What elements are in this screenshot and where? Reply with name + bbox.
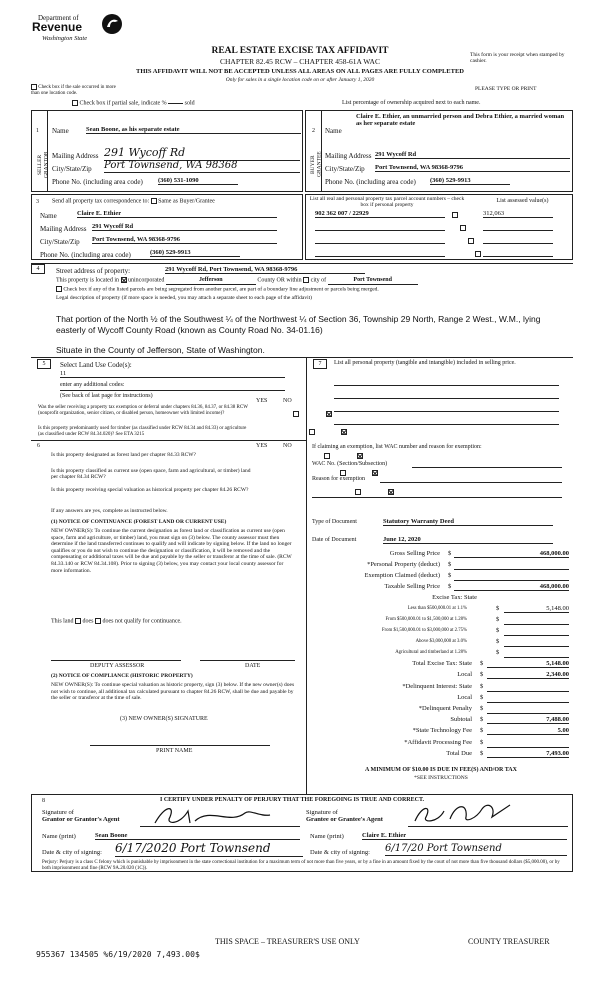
street-label: Street address of property: — [56, 267, 131, 275]
section-5-num: 5 — [37, 359, 51, 369]
corr-name-label: Name — [40, 212, 57, 220]
gross-value: 468,000.00 — [454, 550, 569, 558]
buyer-mailing: 291 Wycoff Rd — [375, 151, 570, 159]
additional-codes-label: enter any additional codes: — [60, 382, 125, 388]
section-7-num: 7 — [313, 359, 327, 369]
minimum-due-note: A MINIMUM OF $10.00 IS DUE IN FEE(S) AND/OR TAX — [365, 767, 517, 773]
form-chapters: CHAPTER 82.45 RCW – CHAPTER 458-61A WAC — [220, 57, 380, 66]
section-4-num: 4 — [31, 264, 45, 274]
situate-text: Situate in the County of Jefferson, State of Washington. — [56, 345, 265, 355]
corr-label: Send all property tax correspondence to: Same as Buyer/Grantee — [52, 198, 215, 205]
recording-stamp: 955367 134505 %6/19/2020 7,493.00$ — [36, 950, 200, 959]
parcel-number: 902 362 007 / 22929 — [315, 210, 445, 218]
treasurer-use-label: THIS SPACE – TREASURER'S USE ONLY — [215, 937, 360, 946]
buyer-mailing-label: Mailing Address — [325, 152, 372, 160]
agency-line3: Washington State — [42, 35, 88, 42]
section-8-num: 8 — [42, 798, 45, 804]
land-use-label: Select Land Use Code(s): — [60, 361, 132, 369]
sec6-q1: Is this property designated as forest land per chapter 84.33 RCW? — [51, 452, 196, 458]
seller-phone-label: Phone No. (including area code) — [52, 178, 143, 186]
partial-sale-row — [72, 100, 195, 107]
grantor-name-label: Name (print) — [42, 833, 76, 840]
grantor-date-city: 6/17/2020 Port Townsend — [115, 842, 303, 857]
parcels-header: List all real and personal property tax parcel account numbers – check box if personal property — [309, 196, 465, 209]
total-due-value: 7,493.00 — [487, 750, 569, 758]
total-due-label: Total Due — [446, 750, 472, 757]
notice1-body: NEW OWNER(S): To continue the current designation as forest land or classification as current use (open space, farm and agriculture, or timber) land, you must sign on (3) below. The county assessor must then determine if the land transferred continues to qualify and will indicate by signing below. If the land no longer qualifies or you do not wish to continue the designation or classification, it will be removed and the compensating or additional taxes will be due and payable by the seller or transferor at the time of sale. (RCW 84.33.140 or RCW 84.34.108). Prior to signing (3) below, you may contact your local county assessor for more information. — [51, 528, 292, 574]
legal-description: That portion of the North ½ of the Southwest ¼ of the Northwest ¼ of Section 36, Township 29 North, Range 2 West., W.M., lying easterly of Wycoff County Road (known as County Road No. 34-01.16) — [56, 314, 541, 336]
corr-phone: (360) 529-9913 — [150, 249, 240, 257]
sec6-yes-header: YES — [256, 443, 268, 449]
corr-num: 3 — [36, 199, 39, 205]
tier3-label: From $1,500,000.01 to $3,000,000 at 2.75% — [381, 628, 467, 633]
doc-type-label: Type of Document — [312, 519, 357, 525]
doc-date-label: Date of Document — [312, 537, 357, 543]
corr-city-label: City/State/Zip — [40, 238, 80, 246]
agency-line1: Department of — [38, 14, 79, 22]
seller-phone: (360) 531-1090 — [158, 177, 238, 185]
parcel-personal-checkbox-4[interactable] — [475, 251, 481, 257]
see-back-label: (See back of last page for instructions) — [60, 393, 153, 399]
parcel-value: 312,063 — [483, 210, 553, 218]
tier1-value: 5,148.00 — [504, 605, 569, 613]
seller-name: Sean Boone, as his separate estate — [86, 126, 301, 134]
sec6-q3-no[interactable] — [388, 489, 394, 495]
affidavit-fee-label: *Affidavit Processing Fee — [404, 739, 472, 746]
sec5-q1: Was the seller receiving a property tax exemption or deferral under chapters 84.36, 84.37, or 84.38 RCW (nonprofit organization, senior citizen, or disabled person, homeowner with limited income)? — [38, 405, 248, 416]
multi-location-row — [31, 84, 121, 97]
wac-label: WAC No. (Section/Subsection) — [312, 461, 388, 467]
grantor-signature — [150, 803, 280, 829]
continuance-row: This land does does not qualify for continuance. — [51, 618, 182, 625]
sold-label: sold — [184, 100, 195, 107]
subtotal-label: Subtotal — [450, 716, 472, 723]
sec5-q2-yes[interactable] — [309, 429, 315, 435]
exemption-label: If claiming an exemption, list WAC number and reason for exemption: — [312, 444, 482, 450]
parcel-personal-checkbox-1[interactable] — [452, 212, 458, 218]
grantor-name: Sean Boone — [95, 832, 300, 840]
new-owner-signature-label: (3) NEW OWNER(S) SIGNATURE — [120, 716, 208, 722]
buyer-phone: (360) 529-9913 — [430, 177, 510, 185]
sec7-label: List all personal property (tangible and intangible) included in selling price. — [334, 360, 516, 366]
deputy-date-label: DATE — [245, 663, 261, 669]
tech-fee-label: *State Technology Fee — [412, 727, 472, 734]
print-note: PLEASE TYPE OR PRINT — [475, 86, 537, 92]
street-address: 291 Wycoff Rd, Port Townsend, WA 98368-9796 — [165, 266, 365, 274]
land-does-checkbox[interactable] — [75, 618, 81, 624]
form-note: Only for sales in a single location code on or after January 1, 2020 — [225, 77, 375, 83]
corr-city: Port Townsend, WA 98368-9796 — [92, 236, 277, 244]
seller-city-label: City/State/Zip — [52, 165, 92, 173]
grantee-name: Claire E. Ethier — [362, 832, 567, 840]
personal-label: *Personal Property (deduct) — [367, 561, 440, 568]
corr-mailing: 291 Wycoff Rd — [92, 223, 277, 231]
buyer-num: 2 — [312, 128, 315, 134]
located-row: This property is located in unincorporated Jefferson County OR within city of Port Townsend — [56, 277, 418, 285]
grantee-signature — [410, 799, 520, 827]
deputy-assessor-label: DEPUTY ASSESSOR — [90, 663, 145, 669]
corr-mailing-label: Mailing Address — [40, 225, 87, 233]
multi-location-label: Check box if the sale occurred in more than one location code. — [31, 85, 116, 96]
sec5-yes-header: YES — [256, 398, 268, 404]
buyer-name-label: Name — [325, 127, 342, 135]
local-value: 2,340.00 — [487, 671, 569, 679]
corr-name: Claire E. Ethier — [77, 210, 277, 218]
doc-type: Statutory Warranty Deed — [383, 518, 553, 526]
agency-logo-icon — [100, 12, 124, 36]
multi-location-checkbox[interactable] — [31, 84, 37, 90]
seller-num: 1 — [36, 128, 39, 134]
sec5-q2-no[interactable] — [341, 429, 347, 435]
assessed-header: List assessed value(s) — [496, 198, 549, 204]
notice2-body: NEW OWNER(S): To continue special valuation as historic property, sign (3) below. If the new owner(s) does not wish to continue, all additional tax calculated pursuant to chapter 84.26 RCW, shall be due and payable by the seller or transferor at the time of sale. — [51, 682, 295, 702]
seller-mailing: 291 Wycoff Rd — [104, 147, 300, 161]
print-name-label: PRINT NAME — [156, 748, 193, 754]
sec5-q1-yes[interactable] — [293, 411, 299, 417]
land-use-code: 11 — [60, 370, 285, 378]
see-instructions: *SEE INSTRUCTIONS — [414, 775, 468, 781]
county-value: Jefferson — [166, 277, 256, 285]
receipt-note: This form is your receipt when stamped by cashier. — [470, 52, 565, 65]
unincorporated-checkbox[interactable] — [121, 277, 127, 283]
grantee-date-label: Date & city of signing: — [310, 849, 370, 856]
legal-label: Legal description of property (if more space is needed, you may attach a separate sheet to each page of the affidavit) — [56, 295, 312, 301]
gross-label: Gross Selling Price — [389, 550, 440, 557]
buyer-city-label: City/State/Zip — [325, 165, 365, 173]
seller-mailing-label: Mailing Address — [52, 152, 99, 160]
sec5-q2: Is this property predominantly used for timber (as classified under RCW 84.34 and 84.33) or agriculture (as classified under RCW 84.34.020)? See ETA 3215 — [38, 426, 247, 437]
seller-city: Port Townsend, WA 98368 — [104, 160, 300, 173]
sec5-no-header: NO — [283, 398, 292, 404]
partial-sale-label: Check box if partial sale, indicate % — [79, 100, 167, 107]
buyer-city: Port Townsend, WA 98368-9796 — [375, 164, 570, 172]
parcel-personal-checkbox-2[interactable] — [460, 225, 466, 231]
city-value: Port Townsend — [328, 277, 418, 285]
sec6-q1-no[interactable] — [357, 453, 363, 459]
same-as-buyer-checkbox[interactable] — [151, 198, 157, 204]
delinq-penalty-label: *Delinquent Penalty — [418, 705, 472, 712]
perjury-statement: Perjury: Perjury is a class C felony which is punishable by imprisonment in the state correctional institution for a maximum term of not more than five years, or by a fine in an amount fixed by the court of not more than five thousand dollars ($5,000.00), or by both imprisonment and fine (RCW 9A.20.020 (1C)). — [42, 860, 560, 871]
sec6-q1-yes[interactable] — [324, 453, 330, 459]
county-treasurer-label: COUNTY TREASURER — [468, 937, 550, 946]
partial-sale-checkbox[interactable] — [72, 100, 78, 106]
buyer-name: Claire E. Ethier, an unmarried person and Debra Ethier, a married woman as her separate estate — [356, 113, 565, 128]
notice1-title: (1) NOTICE OF CONTINUANCE (FOREST LAND OR CURRENT USE) — [51, 519, 227, 525]
department-logo — [30, 12, 125, 52]
sec5-q1-no[interactable] — [326, 411, 332, 417]
total-state-label: Total Excise Tax: State — [412, 660, 472, 667]
taxable-label: Taxable Selling Price — [384, 583, 440, 590]
sec6-q2-no[interactable] — [372, 470, 378, 476]
corr-phone-label: Phone No. (including area code) — [40, 251, 131, 259]
tech-fee-value: 5.00 — [487, 727, 569, 735]
grantor-sig-label: Signature of Grantor or Grantor's Agent — [42, 809, 120, 824]
tier2-label: From $500,000.01 to $1,500,000 at 1.28% — [385, 617, 467, 622]
delinq-local-label: Local — [457, 694, 472, 701]
segregated-checkbox[interactable] — [56, 286, 62, 292]
sec6-q3-yes[interactable] — [355, 489, 361, 495]
buyer-side-label: BUYER GRANTEE — [310, 151, 323, 178]
agency-line2: Revenue — [32, 20, 83, 34]
subtotal-value: 7,488.00 — [487, 716, 569, 724]
seller-side-label: SELLER GRANTOR — [37, 151, 50, 178]
reason-label: Reason for exemption — [312, 476, 365, 482]
ownership-note: List percentage of ownership acquired next to each name. — [342, 100, 481, 106]
parcel-personal-checkbox-3[interactable] — [468, 238, 474, 244]
tier1-label: Less than $500,000.01 at 1.1% — [407, 606, 467, 611]
tier4-label: Above $3,000,000 at 3.0% — [415, 639, 467, 644]
land-does-not-checkbox[interactable] — [95, 618, 101, 624]
grantee-date-city: 6/17/20 Port Townsend — [385, 843, 567, 856]
certify-statement: I CERTIFY UNDER PENALTY OF PERJURY THAT THE FOREGOING IS TRUE AND CORRECT. — [160, 797, 425, 803]
total-state-value: 5,148.00 — [487, 660, 569, 668]
excise-state-label: Excise Tax: State — [432, 594, 477, 601]
notice2-title: (2) NOTICE OF COMPLIANCE (HISTORIC PROPERTY) — [51, 673, 193, 679]
delinq-state-label: *Delinquent Interest: State — [402, 683, 472, 690]
seller-name-label: Name — [52, 127, 69, 135]
grantor-date-label: Date & city of signing: — [42, 849, 102, 856]
form-title: REAL ESTATE EXCISE TAX AFFIDAVIT — [211, 46, 389, 56]
local-label: Local — [457, 671, 472, 678]
sec6-q2: Is this property classified as current use (open space, farm and agricultural, or timber) land per chapter 84.34 RCW? — [51, 468, 251, 481]
grantee-sig-label: Signature of Grantee or Grantee's Agent — [306, 809, 383, 824]
buyer-phone-label: Phone No. (including area code) — [325, 178, 416, 186]
sec6-any-yes: If any answers are yes, complete as instructed below. — [51, 508, 168, 514]
segregated-row: Check box if any of the listed parcels are being segregated from another parcel, are part of a boundary line adjustment or parcels being merged. — [56, 286, 379, 293]
tier5-label: Agricultural and timberland at 1.28% — [395, 650, 467, 655]
exemption-claimed-label: Exemption Claimed (deduct) — [364, 572, 440, 579]
sec6-no-header: NO — [283, 443, 292, 449]
city-of-checkbox[interactable] — [303, 277, 309, 283]
taxable-value: 468,000.00 — [454, 583, 569, 591]
grantee-name-label: Name (print) — [310, 833, 344, 840]
doc-date: June 12, 2020 — [383, 536, 553, 544]
form-warning: THIS AFFIDAVIT WILL NOT BE ACCEPTED UNLESS ALL AREAS ON ALL PAGES ARE FULLY COMPLETED — [136, 68, 464, 75]
sec6-q3: Is this property receiving special valuation as historical property per chapter 84.26 RCW? — [51, 487, 249, 493]
section-6-num: 6 — [37, 443, 40, 449]
